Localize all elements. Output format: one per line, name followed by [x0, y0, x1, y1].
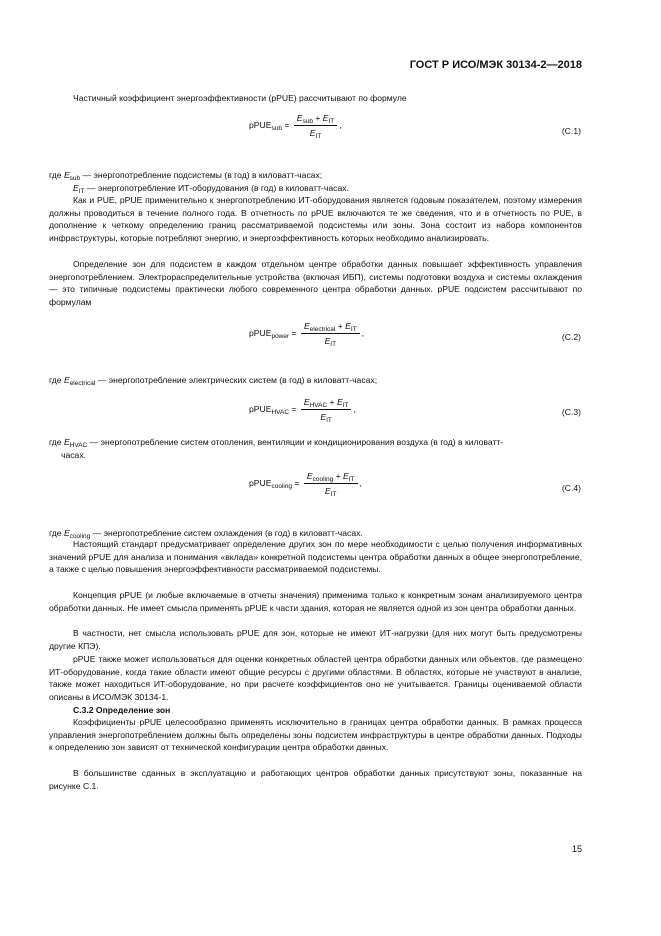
formula-c1: pPUE$_{sub}$ = $\frac{E_{sub} + E_{IT}}{E_{IT}}$ , [249, 113, 342, 140]
formula-c1-lhs: pPUE$_{sub}$ [249, 120, 282, 133]
where-ecooling: где $E_{cooling}$ — энергопотребление систем охлаждения (в год) в киловатт-часах. [49, 528, 363, 540]
where-ehvac: где $E_{HVAC}$ — энергопотребление систем отопления, вентиляции и кондиционирования воздуха (в год) в киловатт- [49, 437, 504, 449]
where-ehvac-cont: часах. [61, 450, 87, 460]
equation-number-c1: (С.1) [561, 126, 581, 136]
where-eelectrical: где $E_{electrical}$ — энергопотребление электрических систем (в год) в киловатт-часах; [49, 375, 378, 387]
formula-c2: pPUE$_{power}$ = $\frac{E_{electrical} + E_{IT}}{E_{IT}}$ , [249, 321, 365, 348]
equation-number-c3: (С.3) [561, 407, 581, 417]
equation-number-c2: (С.2) [561, 332, 581, 342]
paragraph-other-zones: Настоящий стандарт предусматривает определение других зон по мере необходимости с целью получения информативных значений pPUE для анализа и понимания «вклада» конкретной подсистемы центра обработки данных в общее энергопотребление, а также с целью повышения энергоэффективности рассматриваемой подсистемы. [49, 539, 582, 575]
paragraph-boundaries: Коэффициенты pPUE целесообразно применять исключительно в границах центра обработки данных. В рамках процесса управления энергопотреблением должны быть определены зоны подсистем инфраструктуры в центре обработки данных. Подходы к определению зон зависят от технической конфигурации центра обработки данных. [49, 717, 582, 753]
document-header: ГОСТ Р ИСО/МЭК 30134-2—2018 [409, 59, 582, 71]
where-eit: $E_{IT}$ — энергопотребление ИТ-оборудования (в год) в киловатт-часах. [73, 183, 349, 195]
equation-number-c4: (С.4) [561, 483, 581, 493]
formula-c3: pPUE$_{HVAC}$ = $\frac{E_{HVAC} + E_{IT}}{E_{IT}}$ , [249, 397, 356, 424]
paragraph-zone-definition: Определение зон для подсистем в каждом отдельном центре обработки данных повышает эффективность управления энергопотреблением. Электрораспределительные устройства (включая ИБП), системы подготовки воздуха и системы охлаждения — это типичные подсистемы практически любого современного центра обработки данных. pPUE подсистем рассчитывают по формулам [49, 259, 582, 307]
section-heading: С.3.2 Определение зон [73, 705, 171, 715]
paragraph-ppue-reporting: Как и PUE, pPUE применительно к энергопотреблению ИТ-оборудования является годовым показателем, поэтому измерения должны проводиться в течение полного года. В отчетность по pPUE включаются те же сведения, что и в отчетность по PUE, в дополнение к четкому определению границ рассматриваемой подсистемы или зоны. Зона состоит из набора компонентов инфраструктуры, которые потребляют энергию, и энергоэффективность которых необходимо анализировать. [49, 195, 582, 243]
where-esub: где $E_{sub}$ — энергопотребление подсистемы (в год) в киловатт-часах; [49, 170, 323, 182]
intro-text: Частичный коэффициент энергоэффективности (pPUE) рассчитывают по формуле [73, 93, 407, 103]
paragraph-no-it-load: В частности, нет смысла использовать pPUE для зон, которые не имеют ИТ-нагрузки (для них могут быть предусмотрены другие КПЭ). [49, 628, 582, 651]
paragraph-areas: pPUE также может использоваться для оценки конкретных областей центра обработки данных или объектов, где размещено ИТ-оборудование, когда такие области имеют общие ресурсы с другими областями. В областях, которые не участвуют в анализе, также может находиться ИТ-оборудование, но при расчете коэффициентов оно не учитывается. Границы оцениваемой области описаны в ИСО/МЭК 30134-1. [49, 654, 582, 702]
paragraph-figure-ref: В большинстве сданных в эксплуатацию и работающих центров обработки данных присутствуют зоны, показанные на рисунке С.1. [49, 768, 582, 791]
paragraph-concept: Концепция pPUE (и любые включаемые в отчеты значения) применима только к конкретным зонам анализируемого центра обработки данных. Не имеет смысла применять pPUE к части здания, которая не является одной из зон центра обработки данных. [49, 590, 582, 613]
page-number: 15 [571, 844, 582, 854]
formula-c4: pPUE$_{cooling}$ = $\frac{E_{cooling} + E_{IT}}{E_{IT}}$ , [249, 471, 362, 498]
formula-c1-fraction: $\frac{E_{sub} + E_{IT}}{E_{IT}}$ [294, 112, 338, 139]
